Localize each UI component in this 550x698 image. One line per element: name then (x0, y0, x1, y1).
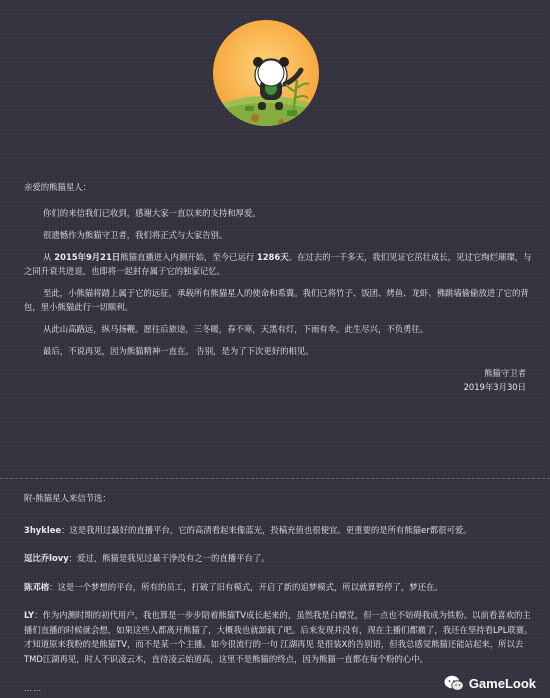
letter-p3-part-b: 熊猫直播进入内测开始，至今已运行 (120, 252, 257, 262)
letter-days-count: 1286天 (256, 252, 289, 262)
letter-date: 2019年3月30日 (463, 382, 526, 392)
letter-paragraph-1: 你们的来信我们已收到，感谢大家一直以来的支持和厚爱。 (43, 208, 261, 218)
letter-p3-part-c: 。在过去的一千多天，我们见证它茁壮成长，见过它绚烂璀璨，与之同升衰共进退，也即将一起封存属于它的独家记忆。 (24, 252, 532, 276)
fan-letter-text: ：这是一个梦想的平台，所有的员工，打破了旧有模式，开启了新的追梦模式，所以就算暂停了，梦还在。 (49, 581, 443, 592)
chat-bubble-icon (444, 675, 464, 692)
fan-letter (24, 523, 534, 538)
letter-paragraph-2: 很遗憾作为熊猫守卫者，我们将正式与大家告别。 (43, 230, 228, 240)
fan-letter (24, 608, 534, 666)
watermark (444, 675, 536, 692)
fan-letter (24, 580, 534, 595)
letter-launch-date: 2015年9月21日 (51, 252, 121, 262)
letter-salutation: 亲爱的熊猫星人： (24, 182, 91, 192)
letter-p3-part-a: 从 (43, 252, 52, 262)
letter-paragraph-4: 至此，小熊猫将踏上属于它的远征，承载所有熊猫星人的使命和希冀。我们已将竹子、饭团、烤鱼、龙虾、佛跳墙偷偷放进了它的背包，里小熊猫此行一切顺利。 (24, 288, 529, 312)
fan-letter-text: ：作为内测时期的初代用户，我也算是一步步陪着熊猫TV成长起来的，虽然我是白嫖党，但一点也不妨碍我成为铁粉。以前看喜欢的主播们直播的时候就会想，如果这些人都离开熊猫了，大概我也就卸载了吧。后来发现并没有，现在主播们都撤了，我还在坚持看LPL联赛。才知道原来我粉的是熊猫TV，而不是某一个主播。如今很流行的一句 江湖再见 是很装X的告别语，但我总感觉熊猫还能站起来，所以去TMD江湖再见，时人不识凌云木，直待凌云始道高，这里不是熊猫的终点，因为熊猫一直都在每个粉的心中。 (24, 610, 533, 664)
fan-letters-title: 附-熊猫星人来信节选： (24, 493, 111, 503)
fan-letter-text: ：爱过，熊猫是我见过最干净没有之一的直播平台了。 (68, 553, 270, 563)
fan-letter-name: 逗比乔lovy (24, 553, 69, 563)
fan-letters (24, 491, 534, 680)
letter-paragraph-6: 最后，不说再见，因为熊猫精神一直在。 告别，是为了下次更好的相见。 (43, 346, 314, 356)
ellipsis: …… (24, 684, 42, 693)
fan-letter-name: 3hyklee (24, 524, 62, 535)
farewell-letter (24, 180, 534, 394)
fan-letter-name: LY (24, 610, 35, 620)
watermark-text: GameLook (468, 676, 536, 691)
fan-letter (24, 551, 534, 566)
letter-paragraph-3 (24, 250, 534, 278)
letter-paragraph-5: 从此山高路远，纵马扬鞭。愿往后旅途，三冬暖，春不寒，天黑有灯，下雨有伞。此生尽兴，不负勇往。 (43, 324, 429, 334)
section-divider (0, 478, 550, 479)
letter-signature: 熊猫守卫者 (484, 368, 526, 378)
panda-logo (211, 18, 321, 128)
fan-letter-name: 陈邓榕 (24, 581, 50, 592)
fan-letter-text: ：这是我用过最好的直播平台，它的高清看起来像蓝光，投稿充值也很便宜。更重要的是所有熊猫er都很可爱。 (61, 524, 472, 535)
